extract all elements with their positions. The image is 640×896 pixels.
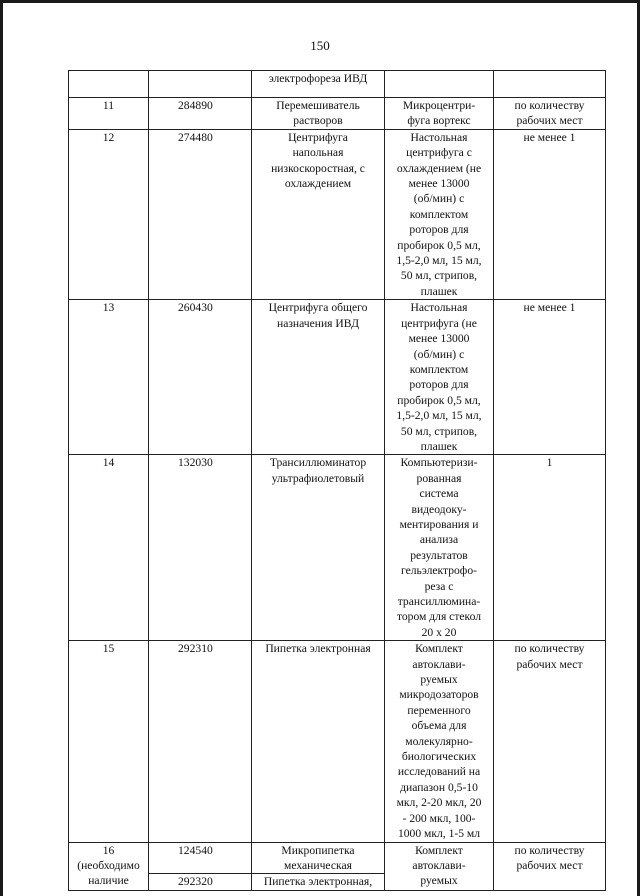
cell-name — [252, 71, 385, 98]
spec-text: Комплект автоклави- руемых микродозаторов переменного объема для молекулярно- биологических исследований на диапазон 0,5-10 мкл, 2-20 мкл, 20 - 200 мкл, 100- 1000 мкл, 1-5 мл — [396, 642, 482, 841]
num-text: 13 — [102, 301, 115, 315]
spec-text: Комплект автоклави- руемых — [412, 843, 466, 888]
name-text: Трансиллюминатор ультрафиолетовый — [269, 456, 367, 485]
code-text: 132030 — [178, 456, 213, 470]
code-text: 284890 — [178, 99, 213, 112]
cell-name — [252, 455, 385, 641]
cell-qty — [494, 455, 606, 641]
table-row — [69, 71, 606, 98]
cell-num — [69, 455, 149, 641]
cell-spec — [385, 842, 494, 890]
cell-code — [149, 71, 252, 98]
code-text: 292310 — [178, 642, 213, 656]
cell-spec — [385, 98, 494, 130]
cell-num — [69, 98, 149, 130]
cell-name — [252, 300, 385, 455]
cell-qty — [494, 98, 606, 130]
qty-text: не менее 1 — [523, 130, 576, 144]
table-row — [69, 455, 606, 641]
table-row — [69, 98, 606, 130]
code-text: 260430 — [178, 301, 213, 315]
code-text: 274480 — [178, 130, 213, 144]
qty-text: по количеству рабочих мест — [514, 642, 585, 671]
cell-num — [69, 300, 149, 455]
qty-text: 1 — [546, 456, 553, 470]
cell-name — [252, 98, 385, 130]
spec-text: Компьютеризи- рованная система видеодоку- ментирования и анализа результатов гельэлектрофо- реза с трансиллюмина- тором для стекол 20 x 20 — [396, 456, 482, 639]
name-text: Микропипетка механическая — [281, 843, 355, 872]
table-row — [69, 129, 606, 299]
name-text: электрофореза ИВД — [268, 72, 368, 85]
cell-code — [149, 300, 252, 455]
cell-qty — [494, 842, 606, 890]
code-text: 292320 — [178, 875, 213, 889]
cell-name — [252, 641, 385, 842]
cell-spec — [385, 455, 494, 641]
num-text: 15 — [102, 642, 115, 656]
spec-text: Настольная центрифуга (не менее 13000 (об/мин) с комплектом роторов для пробирок 0,5 мл, 1,5-2,0 мл, 15 мл, 50 мл, стрипов, плашек — [396, 301, 482, 453]
cell-code — [149, 455, 252, 641]
cell-qty — [494, 300, 606, 455]
name-text: Центрифуга напольная низкоскоростная, с охлаждением — [271, 130, 365, 191]
cell-code — [149, 842, 252, 874]
cell-spec — [385, 71, 494, 98]
cell-name — [252, 842, 385, 874]
cell-code — [149, 874, 252, 890]
cell-qty — [494, 71, 606, 98]
cell-qty — [494, 129, 606, 299]
scan-border-left — [0, 0, 3, 896]
qty-text: по количеству рабочих мест — [514, 99, 585, 128]
name-text: Пипетка электронная — [265, 642, 371, 656]
cell-name — [252, 129, 385, 299]
cell-spec — [385, 641, 494, 842]
table-row — [69, 300, 606, 455]
table-row — [69, 641, 606, 842]
spec-text: Настольная центрифуга с охлаждением (не менее 13000 (об/мин) с комплектом роторов для пробирок 0,5 мл, 1,5-2,0 мл, 15 мл, 50 мл, стрипов, плашек — [396, 130, 482, 298]
cell-code — [149, 98, 252, 130]
scan-border-top — [0, 0, 640, 3]
cell-num — [69, 842, 149, 890]
cell-name — [252, 874, 385, 890]
qty-text: не менее 1 — [523, 301, 576, 315]
cell-num — [69, 129, 149, 299]
table-row — [69, 842, 606, 874]
cell-qty — [494, 641, 606, 842]
num-text: 16 (необходимо наличие — [77, 843, 140, 888]
cell-code — [149, 129, 252, 299]
cell-code — [149, 641, 252, 842]
num-text: 11 — [102, 99, 115, 112]
qty-text: по количеству рабочих мест — [514, 843, 585, 872]
spec-text: Микроцентри- фуга вортекс — [402, 99, 476, 128]
code-text: 124540 — [178, 843, 213, 857]
num-text: 12 — [102, 130, 115, 144]
cell-num — [69, 641, 149, 842]
cell-spec — [385, 129, 494, 299]
name-text: Перемешиватель растворов — [276, 99, 360, 128]
equipment-table — [68, 70, 606, 891]
name-text: Центрифуга общего назначения ИВД — [268, 301, 368, 330]
name-text: Пипетка электронная, — [263, 875, 373, 889]
num-text: 14 — [102, 456, 115, 470]
cell-spec — [385, 300, 494, 455]
page-number: 150 — [310, 38, 330, 53]
cell-num — [69, 71, 149, 98]
